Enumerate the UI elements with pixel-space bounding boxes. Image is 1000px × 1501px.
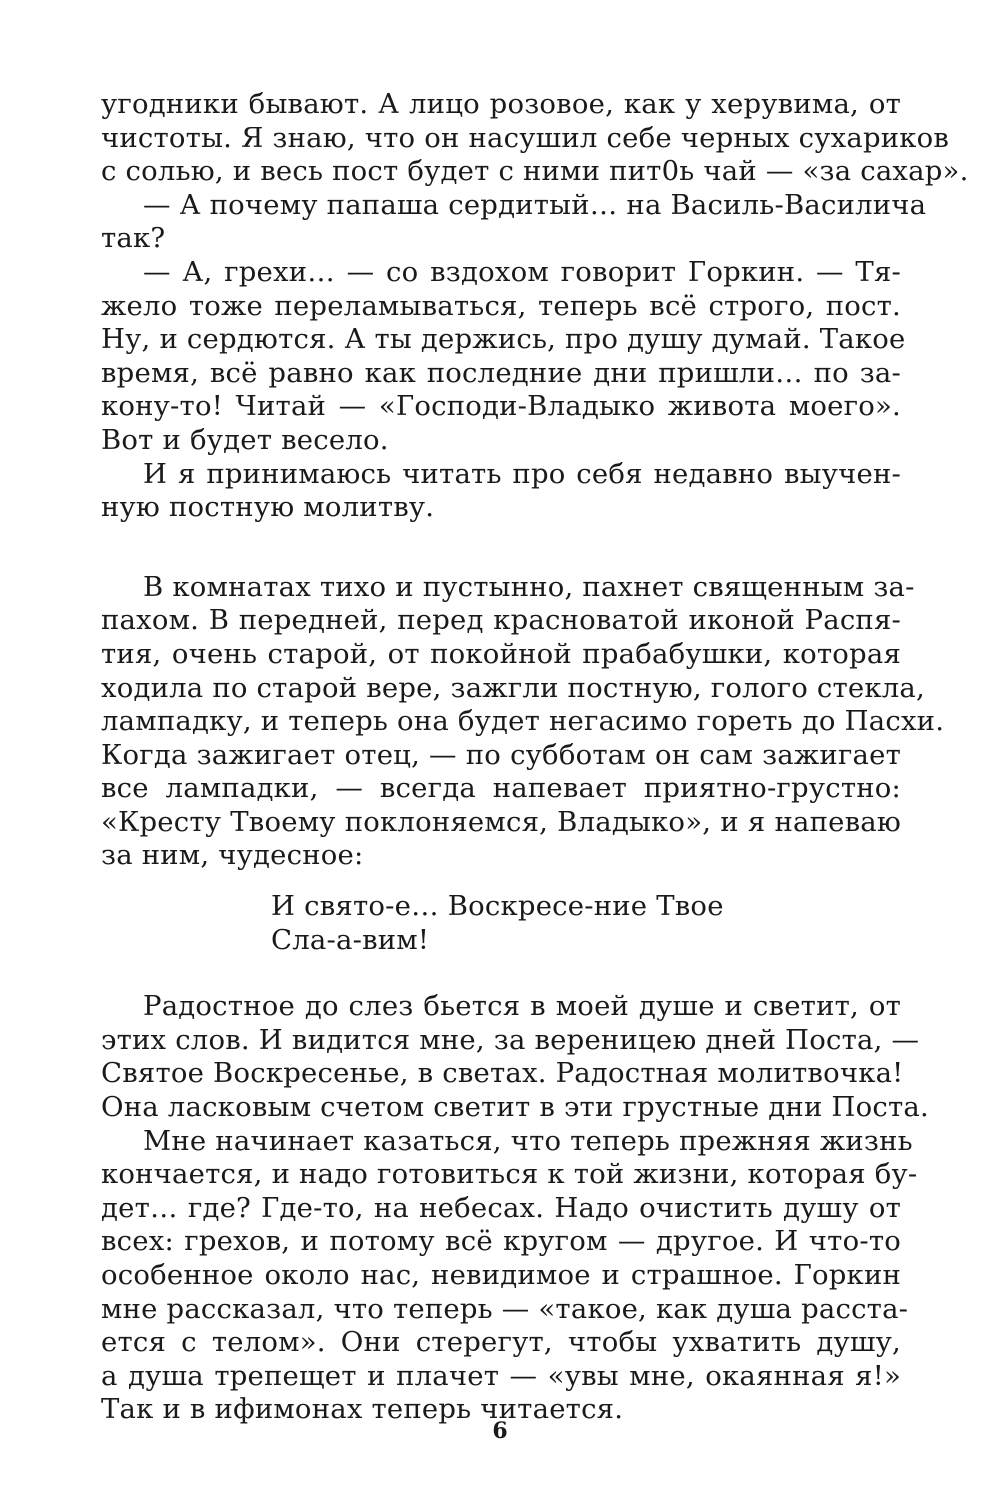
- paragraph-1: [101, 88, 969, 189]
- page-body: [101, 88, 969, 1427]
- section-break: [101, 525, 901, 571]
- text-line: ется с телом». Они стерегут, чтобы ухватить душу,: [101, 1326, 901, 1359]
- paragraph-3: [101, 255, 906, 458]
- text-line: а душа трепещет и плачет — «увы мне, окаянная я!»: [101, 1359, 901, 1392]
- text-line: ную постную молитву.: [101, 491, 435, 524]
- paragraph-2: [101, 188, 927, 256]
- text-line: пахом. В передней, перед красноватой иконой Распя-: [101, 604, 901, 637]
- text-line: время, всё равно как последние дни пришли… по за-: [101, 356, 901, 389]
- text-line: Святое Воскресенье, в светах. Радостная молитвочка!: [101, 1057, 904, 1090]
- paragraph-7: [101, 1124, 918, 1427]
- text-line: — А, грехи… — со вздохом говорит Горкин. — Тя-: [143, 255, 901, 288]
- text-line: — А почему папаша сердитый… на Василь-Василича: [143, 188, 927, 221]
- verse-spacer: [101, 873, 901, 890]
- text-line: тия, очень старой, от покойной прабабушки, которая: [101, 637, 901, 670]
- text-line: угодники бывают. А лицо розовое, как у херувима, от: [101, 88, 901, 120]
- paragraph-4: [101, 458, 901, 525]
- text-line: чистоты. Я знаю, что он насушил себе черных сухариков: [101, 121, 950, 154]
- text-line: с солью, и весь пост будет с ними пит0ь чай — «за сахар».: [101, 155, 969, 188]
- verse-line: Сла-а-вим!: [271, 923, 430, 956]
- verse: [101, 890, 901, 957]
- paragraph-5: [101, 570, 945, 873]
- text-line: особенное около нас, невидимое и страшное. Горкин: [101, 1259, 901, 1291]
- text-line: за ним, чудесное:: [101, 839, 364, 872]
- text-line: жело тоже переламываться, теперь всё строго, пост.: [101, 289, 901, 322]
- text-line: всех: грехов, и потому всё кругом — другое. И что-то: [101, 1225, 901, 1258]
- text-line: все лампадки, — всегда напевает приятно-грустно:: [101, 772, 901, 805]
- text-line: ходила по старой вере, зажгли постную, голого стекла,: [101, 671, 925, 704]
- text-line: кончается, и надо готовиться к той жизни, которая бу-: [101, 1158, 918, 1191]
- text-line: мне рассказал, что теперь — «такое, как душа расста-: [101, 1292, 909, 1325]
- text-line: дет… где? Где-то, на небесах. Надо очистить душу от: [101, 1191, 901, 1224]
- text-line: Она ласковым счетом светит в эти грустные дни Поста.: [101, 1091, 929, 1124]
- page-number: 6: [492, 1418, 508, 1444]
- text-line: Мне начинает казаться, что теперь прежняя жизнь: [143, 1124, 913, 1157]
- text-line: Так и в ифимонах теперь читается.: [101, 1393, 624, 1426]
- text-line: «Кресту Твоему поклоняемся, Владыко», и я напеваю: [101, 805, 901, 838]
- text-line: Вот и будет весело.: [101, 423, 389, 456]
- text-line: И я принимаюсь читать про себя недавно выучен-: [143, 457, 901, 490]
- verse-line: И свято-е… Воскресе-ние Твое: [271, 890, 724, 923]
- text-line: Ну, и сердются. А ты держись, про душу думай. Такое: [101, 323, 906, 356]
- text-line: Когда зажигает отец, — по субботам он сам зажигает: [101, 738, 901, 771]
- text-line: Радостное до слез бьется в моей душе и светит, от: [143, 990, 901, 1023]
- text-line: так?: [101, 222, 166, 255]
- text-line: этих слов. И видится мне, за вереницею дней Поста, —: [101, 1023, 920, 1056]
- verse-spacer: [101, 957, 901, 990]
- text-line: лампадку, и теперь она будет негасимо гореть до Пасхи.: [101, 705, 945, 738]
- paragraph-6: [101, 990, 929, 1124]
- text-line: В комнатах тихо и пустынно, пахнет священным за-: [143, 570, 915, 603]
- text-line: кону-то! Читай — «Господи-Владыко живота моего».: [101, 390, 901, 423]
